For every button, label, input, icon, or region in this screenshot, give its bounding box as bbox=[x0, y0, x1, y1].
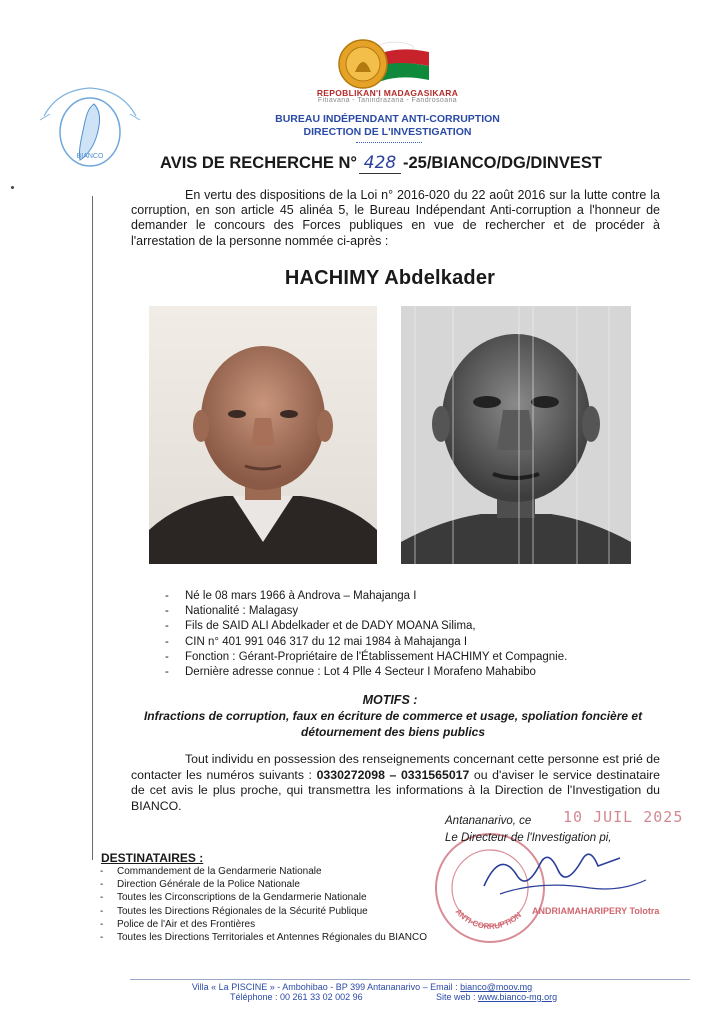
bianco-logo bbox=[38, 86, 142, 172]
notice-title-prefix: AVIS DE RECHERCHE N° bbox=[160, 154, 357, 172]
footer-divider bbox=[130, 979, 690, 980]
national-emblem bbox=[333, 36, 445, 92]
recipient-item: - Police de l'Air et des Frontières bbox=[100, 918, 540, 931]
detail-address: - Dernière adresse connue : Lot 4 Plle 4 Secteur I Morafeno Mahabibo bbox=[165, 665, 665, 680]
date-stamp: 10 JUIL 2025 bbox=[563, 808, 684, 826]
intro-text: En vertu des dispositions de la Loi n° 2016-020 du 22 août 2016 sur la lutte contre la corruption, en son article 45 alinéa 5, le Bureau Indépendant Anti-corruption a l'honneur de demander le concours des Forces publiques en vue de rechercher et de procéder à l'arrestation de la personne nommée ci-après : bbox=[131, 188, 660, 248]
directorate-name: DIRECTION DE L'INVESTIGATION bbox=[303, 126, 472, 138]
motifs-heading: MOTIFS : bbox=[362, 693, 418, 707]
scan-dot bbox=[11, 186, 14, 189]
signatory-name: ANDRIAMAHARIPERY Tolotra bbox=[532, 906, 660, 916]
notice-title bbox=[160, 153, 680, 179]
person-details bbox=[165, 589, 665, 680]
notice-number: 428 bbox=[359, 153, 401, 174]
footer-email-link[interactable]: bianco@moov.mg bbox=[460, 982, 533, 992]
recipients-heading: DESTINATAIRES : bbox=[101, 851, 204, 865]
footer-phone: Téléphone : 00 261 33 02 002 96 bbox=[230, 992, 363, 1002]
motifs-text: Infractions de corruption, faux en écriture de commerce et usage, spoliation foncière et détournement des biens publics bbox=[143, 709, 643, 739]
detail-id-card: - CIN n° 401 991 046 317 du 12 mai 1984 à Mahajanga I bbox=[165, 635, 665, 650]
detail-occupation: - Fonction : Gérant-Propriétaire de l'Établissement HACHIMY et Compagnie. bbox=[165, 650, 665, 665]
contact-phone-numbers: 0330272098 – 0331565017 bbox=[316, 767, 470, 782]
detail-birth: - Né le 08 mars 1966 à Androva – Mahajanga I bbox=[165, 589, 665, 604]
dotted-divider bbox=[356, 142, 422, 143]
grayscale-portrait-photo bbox=[401, 306, 631, 564]
contact-text-before: Tout individu en possession des renseignements concernant cette personne est prié de contacter les numéros suivants : bbox=[131, 752, 660, 782]
svg-text:BIANCO: BIANCO bbox=[76, 153, 104, 160]
recipient-item: - Toutes les Circonscriptions de la Gendarmerie Nationale bbox=[100, 891, 540, 904]
detail-nationality: - Nationalité : Malagasy bbox=[165, 604, 665, 619]
color-portrait-photo bbox=[149, 306, 377, 564]
footer-address bbox=[150, 982, 574, 992]
footer-site-link[interactable]: www.bianco-mg.org bbox=[478, 992, 558, 1002]
recipient-item: - Direction Générale de la Police Nationale bbox=[100, 878, 540, 891]
office-name: BUREAU INDÉPENDANT ANTI-CORRUPTION bbox=[275, 113, 500, 125]
contact-paragraph bbox=[131, 752, 660, 814]
notice-title-suffix: -25/BIANCO/DG/DINVEST bbox=[403, 154, 602, 172]
footer-site-label: Site web : bbox=[436, 992, 476, 1002]
detail-parents: - Fils de SAID ALI Abdelkader et de DADY MOANA Silima, bbox=[165, 619, 665, 634]
recipient-item: - Commandement de la Gendarmerie Nationale bbox=[100, 865, 540, 878]
margin-rule bbox=[92, 196, 93, 860]
svg-text:ANTI-CORRUPTION: ANTI-CORRUPTION bbox=[453, 907, 523, 931]
national-motto: Fitiavana - Tanindrazana - Fandrosoana bbox=[317, 97, 458, 104]
place-line: Antananarivo, ce bbox=[445, 815, 532, 827]
intro-paragraph bbox=[131, 188, 660, 249]
contact-text-after: ou d'aviser le service destinataire de cet avis le plus proche, qui transmettra les informations à la Direction de l'Investigation du BIANCO. bbox=[131, 767, 660, 813]
wanted-person-name: HACHIMY Abdelkader bbox=[284, 267, 496, 289]
recipient-item: - Toutes les Directions Régionales de la Sécurité Publique bbox=[100, 905, 540, 918]
footer-address-text: Villa « La PISCINE » - Ambohibao - BP 399 Antananarivo – Email : bbox=[191, 982, 458, 992]
signatory-title: Le Directeur de l'Investigation pi, bbox=[445, 832, 612, 844]
recipient-item: - Toutes les Directions Territoriales et Antennes Régionales du BIANCO bbox=[100, 931, 540, 944]
footer-website bbox=[436, 992, 557, 1002]
republic-name: REPOBLIKAN'I MADAGASIKARA bbox=[316, 88, 459, 98]
recipients-list bbox=[100, 865, 540, 944]
